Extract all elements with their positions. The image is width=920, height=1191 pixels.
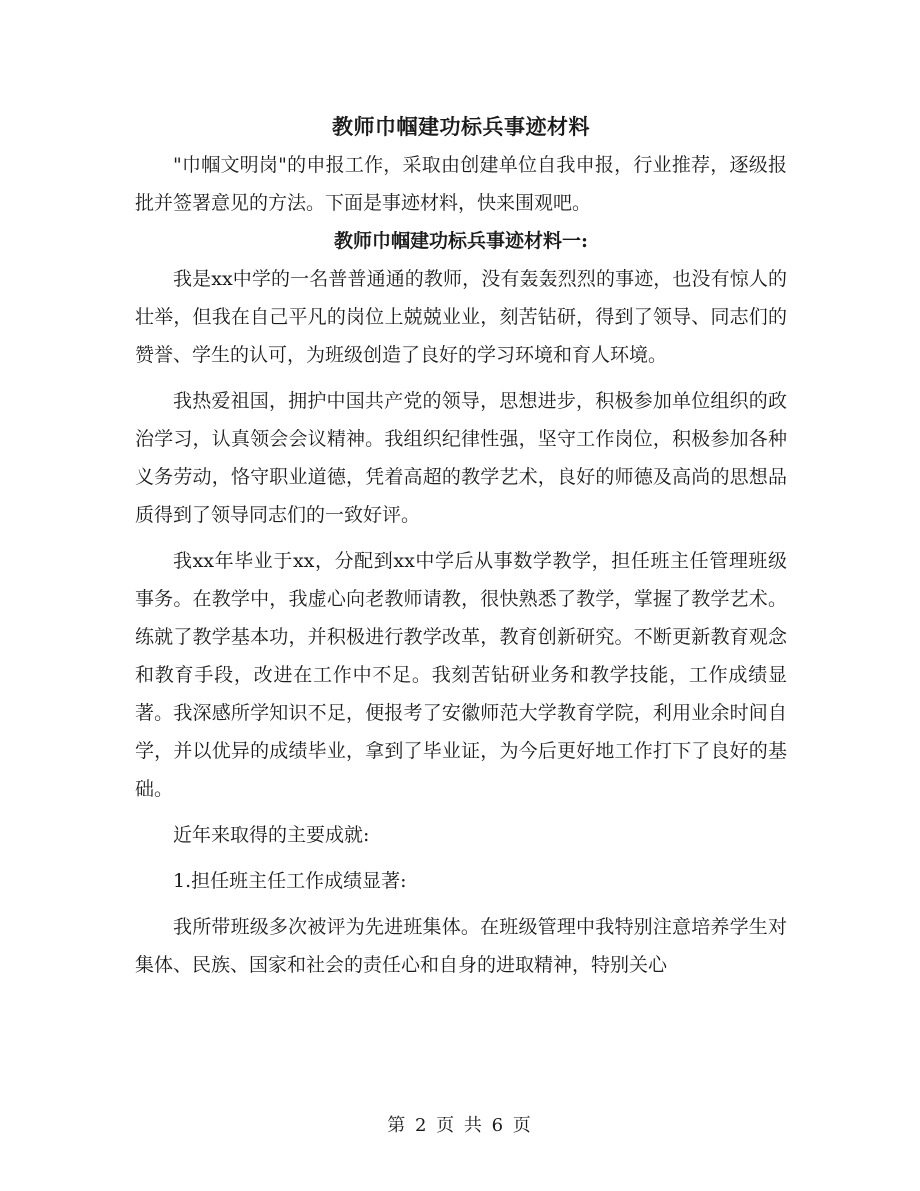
paragraph-gap	[135, 374, 787, 382]
body-paragraph: 我xx年毕业于xx，分配到xx中学后从事数学教学，担任班主任管理班级事务。在教学中，我虚心向老教师请教，很快熟悉了教学，掌握了教学艺术。练就了教学基本功，并积极进行教学改革，教育创新研究。不断更新教育观念和教育手段，改进在工作中不足。我刻苦钻研业务和教学技能，工作成绩显著。我深感所学知识不足，便报考了安徽师范大学教育学院，利用业余时间自学，并以优异的成绩毕业，拿到了毕业证，为今后更好地工作打下了良好的基础。	[135, 550, 787, 800]
body-paragraph: 我是xx中学的一名普普通通的教师，没有轰轰烈烈的事迹，也没有惊人的壮举，但我在自己平凡的岗位上兢兢业业，刻苦钻研，得到了领导、同志们的赞誉、学生的认可，为班级创造了良好的学习环境和育人环境。	[135, 268, 787, 366]
intro-paragraph: "巾帼文明岗"的申报工作，采取由创建单位自我申报，行业推荐，逐级报批并签署意见的方法。下面是事迹材料，快来围观吧。	[135, 154, 787, 214]
paragraph-gap	[135, 534, 787, 542]
paragraph-gap	[135, 808, 787, 816]
document-title: 教师巾帼建功标兵事迹材料	[332, 114, 590, 139]
document-body	[135, 108, 787, 984]
body-paragraph: 我热爱祖国，拥护中国共产党的领导，思想进步，积极参加单位组织的政治学习，认真领会会议精神。我组织纪律性强，坚守工作岗位，积极参加各种义务劳动，恪守职业道德，凭着高超的教学艺术，良好的师德及高尚的思想品质得到了领导同志们的一致好评。	[135, 390, 787, 526]
section-title: 教师巾帼建功标兵事迹材料一:	[333, 230, 588, 252]
body-paragraph: 近年来取得的主要成就:	[173, 824, 370, 846]
paragraph-gap	[135, 900, 787, 908]
paragraph-gap	[135, 854, 787, 862]
body-paragraph: 我所带班级多次被评为先进班集体。在班级管理中我特别注意培养学生对集体、民族、国家和社会的责任心和自身的进取精神，特别关心	[135, 916, 787, 976]
page-number-footer: 第 2 页 共 6 页	[387, 1115, 533, 1136]
list-heading: 1.担任班主任工作成绩显著:	[173, 870, 407, 892]
